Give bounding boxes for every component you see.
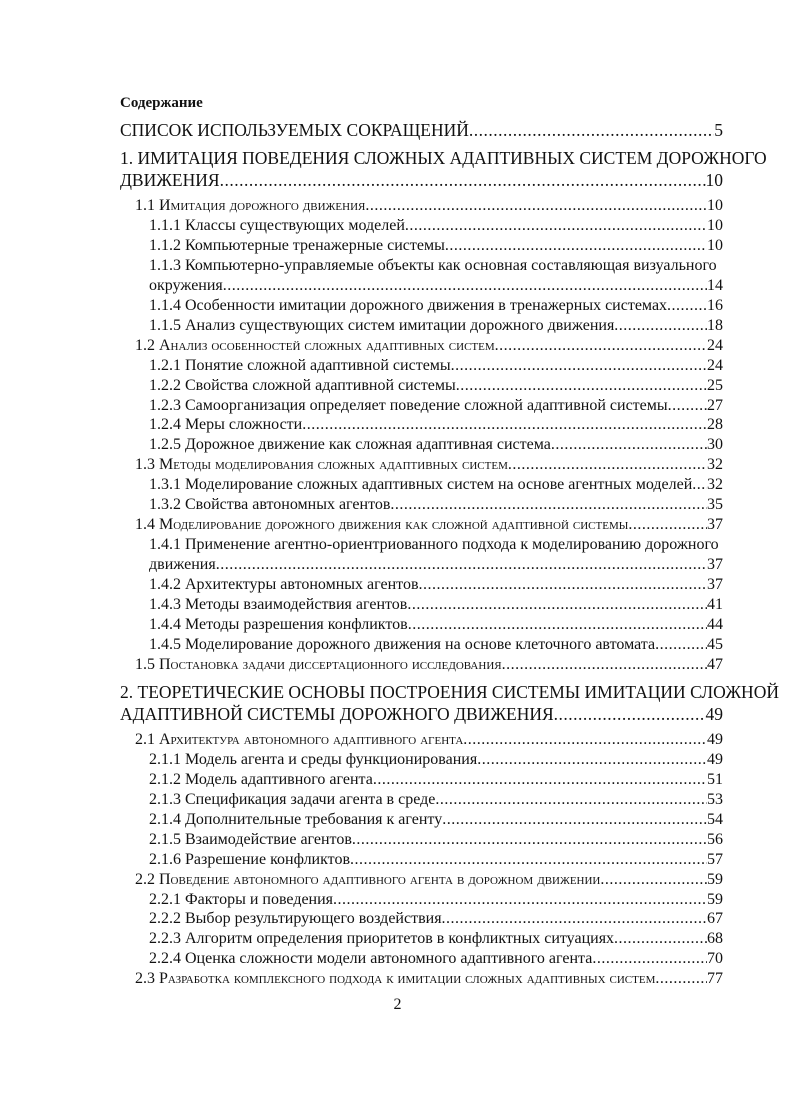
toc-entry (120, 396, 723, 416)
toc-entry-title: 1.2.5 Дорожное движение как сложная адаптивная система (149, 436, 551, 454)
dot-leader (655, 969, 707, 989)
toc-entry-page: 10 (707, 197, 723, 214)
toc-entry (120, 810, 723, 830)
toc-entry (120, 336, 723, 356)
toc-entry (120, 119, 723, 141)
toc-entry-title-line: 1.1.3 Компьютерно-управляемые объекты как основная составляющая визуального (149, 256, 717, 274)
toc-entry-page: 49 (707, 750, 723, 768)
toc-entry (120, 929, 723, 949)
toc-entry-page: 77 (707, 970, 723, 988)
toc-entry-title: движения (149, 556, 216, 574)
dot-leader (655, 635, 707, 655)
toc-entry (120, 236, 723, 256)
toc-entry-title: АДАПТИВНОЙ СИСТЕМЫ ДОРОЖНОГО ДВИЖЕНИЯ (120, 703, 554, 724)
toc-entry-title: 1.4 Моделирование дорожного движения как сложной адаптивной системы (135, 516, 629, 534)
toc-entry-page: 44 (707, 616, 723, 634)
dot-leader (216, 555, 707, 575)
toc-entry-page: 28 (707, 416, 723, 434)
toc-entry-title: ДВИЖЕНИЯ (120, 170, 220, 190)
toc-entry (120, 455, 723, 475)
toc-entry-title: 1.2.2 Свойства сложной адаптивной системы (149, 376, 456, 394)
toc-entry (120, 969, 723, 989)
toc-entry-page: 57 (707, 850, 723, 868)
toc-entry-title: 1.4.3 Методы взаимодействия агентов (149, 596, 408, 614)
toc-entry-page: 51 (707, 770, 723, 788)
toc-entry-page: 32 (707, 476, 723, 494)
dot-leader (373, 770, 707, 790)
toc-entry-page: 68 (707, 930, 723, 948)
toc-entry (120, 376, 723, 396)
dot-leader (408, 615, 707, 635)
toc-entry (120, 575, 723, 595)
dot-leader (442, 909, 707, 929)
toc-entry-title: 1.4.2 Архитектуры автономных агентов (149, 576, 419, 594)
dot-leader (508, 455, 707, 475)
toc-entry-page: 49 (707, 730, 723, 748)
dot-leader (614, 929, 707, 949)
toc-entry-title: 1.1.2 Компьютерные тренажерные системы (149, 236, 445, 254)
toc-entry-title: 1.1.1 Классы существующих моделей (149, 216, 405, 234)
dot-leader (365, 196, 707, 216)
toc-entry (120, 870, 723, 890)
table-of-contents (120, 95, 779, 989)
toc-entry (120, 790, 723, 810)
toc-entry (120, 615, 723, 635)
toc-entry-title: 2.2.3 Алгоритм определения приоритетов в конфликтных ситуациях (149, 930, 615, 948)
toc-entry-title: 1.5 Постановка задачи диссертационного исследования (135, 655, 502, 673)
toc-entry-page: 59 (707, 890, 723, 908)
toc-entry-page: 10 (707, 236, 723, 254)
toc-entry-title: 1.4.4 Методы разрешения конфликтов (149, 616, 408, 634)
toc-entry-title: 2.2.2 Выбор результирующего воздействия (149, 910, 442, 928)
dot-leader (463, 730, 707, 750)
dot-leader (692, 475, 707, 495)
toc-entry-page: 49 (705, 703, 723, 724)
toc-entry (120, 850, 723, 870)
toc-entry (120, 147, 767, 191)
dot-leader (495, 336, 707, 356)
toc-entry (120, 655, 723, 675)
toc-heading: Содержание (120, 95, 203, 111)
dot-leader (554, 703, 706, 725)
dot-leader (442, 810, 707, 830)
toc-entry (120, 909, 723, 929)
toc-entry-title: 2.1.4 Дополнительные требования к агенту (149, 810, 443, 828)
toc-entry-title: 2.3 Разработка комплексного подхода к имитации сложных адаптивных систем (135, 970, 656, 988)
toc-entry-page: 25 (707, 376, 723, 394)
toc-entry-page: 24 (707, 356, 723, 374)
toc-entry-page: 47 (707, 655, 723, 673)
toc-entry (120, 196, 723, 216)
dot-leader (390, 495, 707, 515)
toc-entry (120, 316, 723, 336)
dot-leader (469, 119, 714, 141)
dot-leader (435, 790, 707, 810)
toc-entry (120, 730, 723, 750)
toc-entry-title: 2.2 Поведение автономного адаптивного агента в дорожном движении (135, 870, 601, 888)
toc-entry-title: 1.3.2 Свойства автономных агентов (149, 496, 391, 514)
toc-entry-title: окружения (149, 276, 223, 294)
dot-leader (668, 396, 707, 416)
toc-entry (120, 435, 723, 455)
dot-leader (502, 655, 707, 675)
toc-entry-title: 1.2.4 Меры сложности (149, 416, 303, 434)
dot-leader (614, 316, 707, 336)
dot-leader (350, 850, 707, 870)
toc-entry-title: 1.2.1 Понятие сложной адаптивной системы (149, 356, 451, 374)
toc-entry (120, 949, 723, 969)
toc-entry-title: 2.1.3 Спецификация задачи агента в среде (149, 790, 436, 808)
toc-entry-page: 37 (707, 516, 723, 534)
dot-leader (405, 216, 707, 236)
toc-entry-title: 1.3.1 Моделирование сложных адаптивных систем на основе агентных моделей (149, 476, 693, 494)
toc-entry (120, 356, 723, 376)
dot-leader (333, 890, 707, 910)
dot-leader (600, 870, 707, 890)
page-number: 2 (393, 996, 402, 1013)
toc-entry (120, 750, 723, 770)
toc-entry (120, 415, 723, 435)
toc-entry (120, 681, 779, 725)
toc-entry (120, 635, 723, 655)
toc-entry-page: 45 (707, 635, 723, 653)
toc-entry-page: 18 (707, 316, 723, 334)
toc-entry-title-line: 1. ИМИТАЦИЯ ПОВЕДЕНИЯ СЛОЖНЫХ АДАПТИВНЫХ СИСТЕМ ДОРОЖНОГО (120, 148, 767, 168)
dot-leader (419, 575, 708, 595)
dot-leader (223, 276, 707, 296)
dot-leader (220, 169, 706, 191)
toc-entry-page: 14 (707, 276, 723, 294)
toc-entry-page: 5 (714, 120, 723, 140)
dot-leader (551, 435, 707, 455)
toc-entry-page: 32 (707, 456, 723, 474)
toc-entry-page: 10 (707, 216, 723, 234)
toc-entry-title: 2.1.2 Модель адаптивного агента (149, 770, 373, 788)
dot-leader (451, 356, 707, 376)
dot-leader (302, 415, 707, 435)
toc-entry (120, 475, 723, 495)
toc-entry-title: 2.1.6 Разрешение конфликтов (149, 850, 351, 868)
toc-entry (120, 216, 723, 236)
dot-leader (352, 830, 707, 850)
toc-entry-title-line: 2. ТЕОРЕТИЧЕСКИЕ ОСНОВЫ ПОСТРОЕНИЯ СИСТЕМЫ ИМИТАЦИИ СЛОЖНОЙ (120, 681, 779, 702)
toc-entry-title: 1.4.5 Моделирование дорожного движения на основе клеточного автомата (149, 635, 656, 653)
toc-entry-page: 70 (707, 950, 723, 968)
dot-leader (456, 376, 707, 396)
dot-leader (628, 515, 707, 535)
toc-entry-title: 1.3 Методы моделирования сложных адаптивных систем (135, 456, 508, 474)
toc-entry (120, 535, 723, 575)
toc-entry (120, 830, 723, 850)
toc-entry-page: 59 (707, 870, 723, 888)
toc-entry (120, 495, 723, 515)
toc-entry (120, 515, 723, 535)
toc-entry-page: 37 (707, 576, 723, 594)
toc-entry (120, 890, 723, 910)
toc-entry-title: 2.1 Архитектура автономного адаптивного агента (135, 730, 464, 748)
toc-entry (120, 296, 723, 316)
toc-entry-title: 1.1.4 Особенности имитации дорожного движения в тренажерных системах (149, 296, 668, 314)
toc-entry-title: 1.2 Анализ особенностей сложных адаптивных систем (135, 336, 495, 354)
toc-entry-page: 24 (707, 336, 723, 354)
toc-entry-title-line: 1.4.1 Применение агентно-ориентриованного подхода к моделированию дорожного (149, 536, 719, 554)
toc-entry-page: 53 (707, 790, 723, 808)
toc-entry-page: 41 (707, 596, 723, 614)
toc-entry (120, 595, 723, 615)
dot-leader (477, 750, 707, 770)
toc-entry-page: 37 (707, 556, 723, 574)
toc-entry-title: СПИСОК ИСПОЛЬЗУЕМЫХ СОКРАЩЕНИЙ (120, 120, 469, 140)
toc-entry-page: 10 (705, 170, 723, 190)
toc-entry-page: 27 (707, 396, 723, 414)
toc-entry-page: 54 (707, 810, 723, 828)
toc-entry-page: 67 (707, 910, 723, 928)
dot-leader (592, 949, 707, 969)
dot-leader (407, 595, 707, 615)
toc-entry-title: 2.2.4 Оценка сложности модели автономного адаптивного агента (149, 950, 593, 968)
dot-leader (667, 296, 707, 316)
toc-entry-title: 1.1.5 Анализ существующих систем имитации дорожного движения (149, 316, 615, 334)
toc-entry-title: 1.1 Имитация дорожного движения (135, 197, 366, 214)
toc-entry-page: 16 (707, 296, 723, 314)
toc-entry-page: 35 (707, 496, 723, 514)
toc-entry (120, 256, 723, 296)
dot-leader (445, 236, 707, 256)
toc-entry-title: 2.2.1 Факторы и поведения (149, 890, 334, 908)
toc-entry (120, 770, 723, 790)
toc-entry-page: 56 (707, 830, 723, 848)
toc-entry-page: 30 (707, 436, 723, 454)
toc-entry-title: 2.1.5 Взаимодействие агентов (149, 830, 352, 848)
toc-entry-title: 1.2.3 Самоорганизация определяет поведение сложной адаптивной системы (149, 396, 668, 414)
toc-entries (120, 119, 779, 989)
toc-entry-title: 2.1.1 Модель агента и среды функционирования (149, 750, 478, 768)
